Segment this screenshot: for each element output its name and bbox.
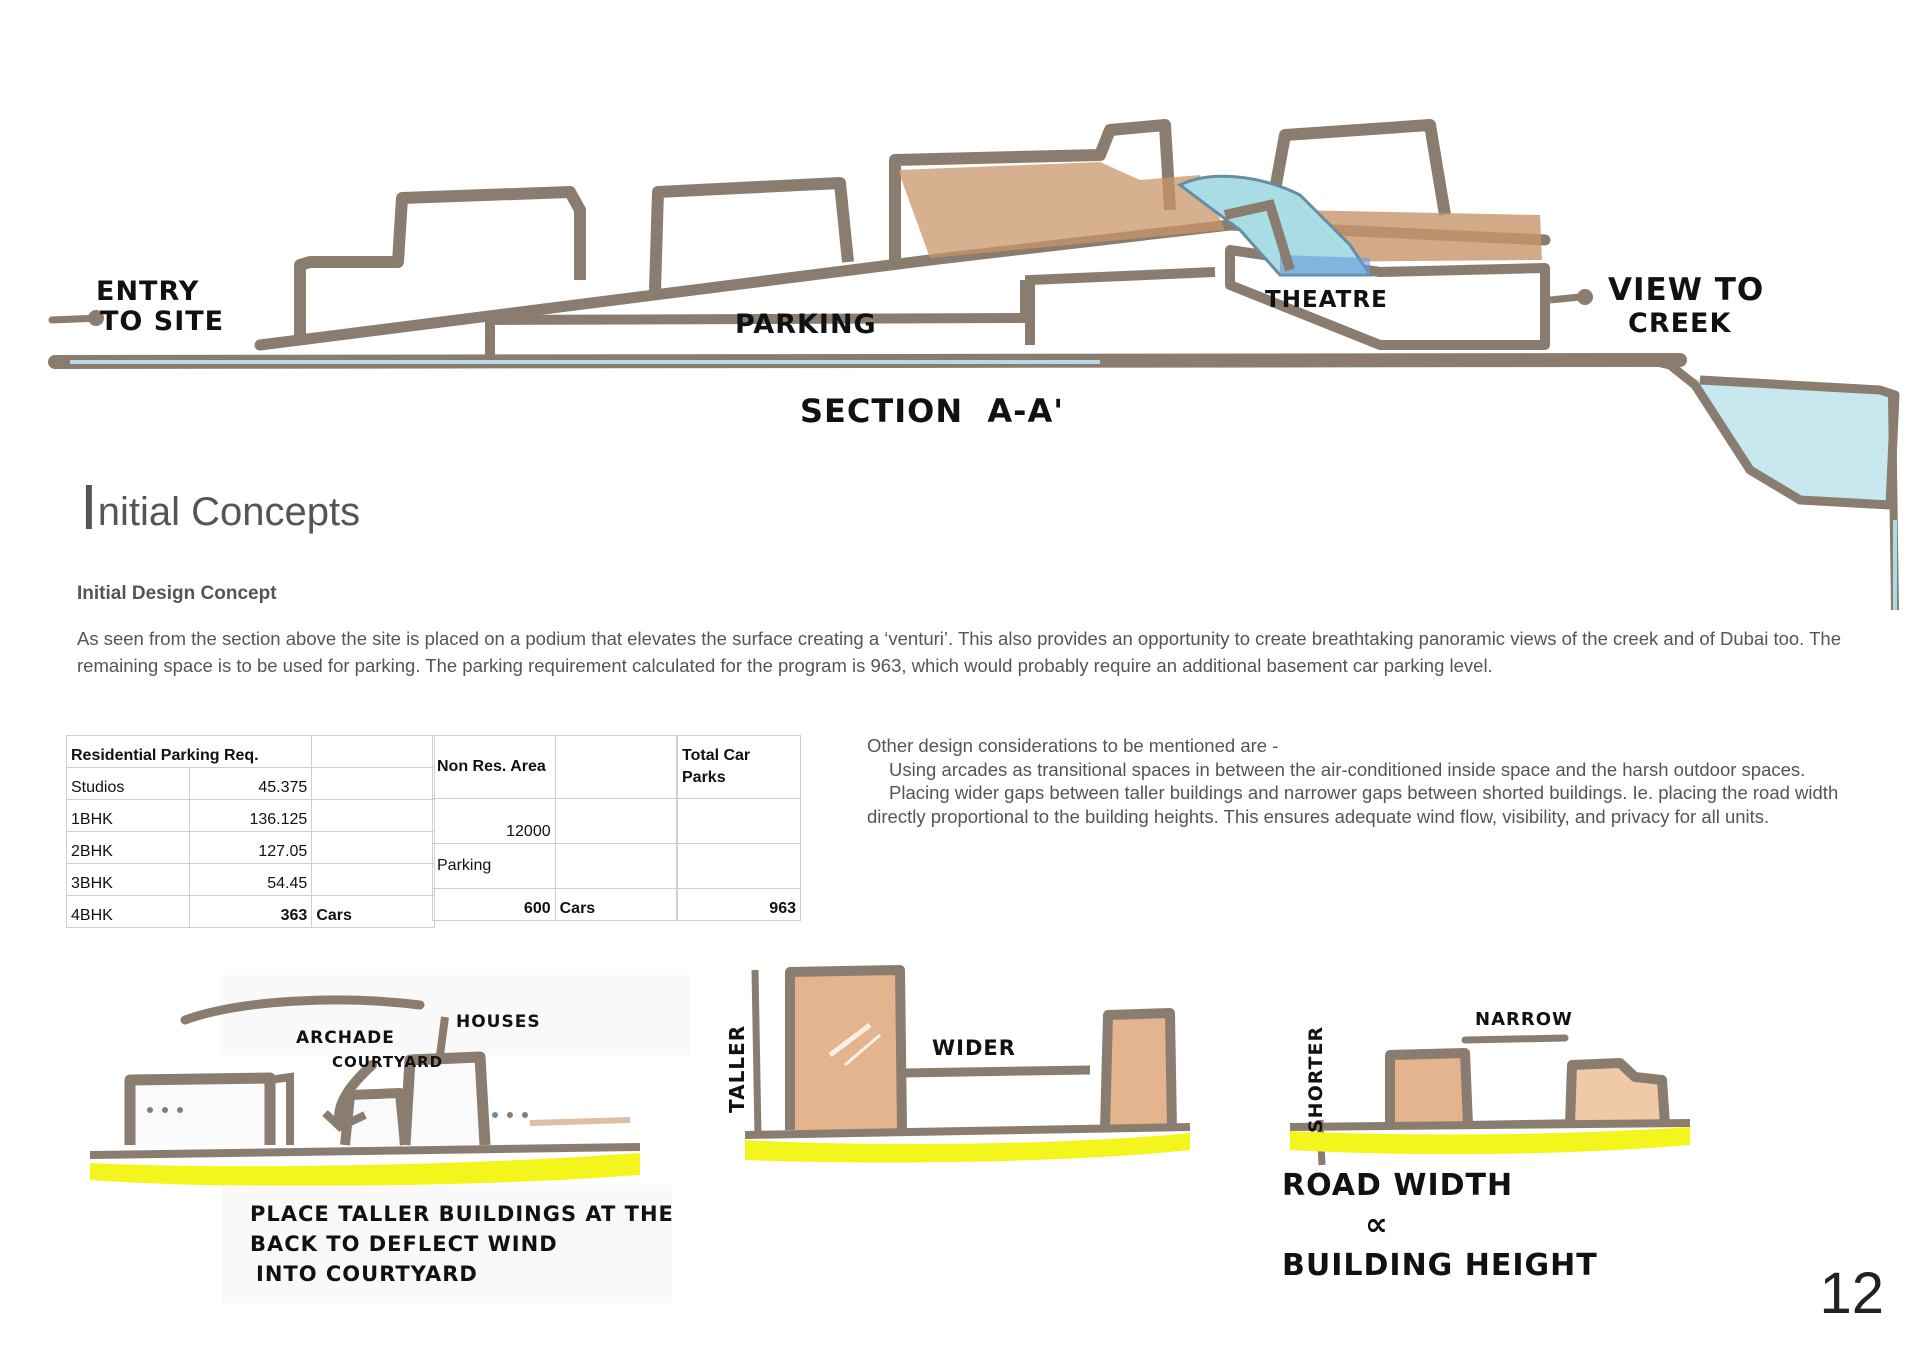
courtyard-sketch: [80, 975, 690, 1305]
considerations-intro: Other design considerations to be mentioned are -: [867, 735, 1279, 756]
total-parking-table: [677, 735, 801, 921]
nonres-cars-value: 600: [433, 889, 556, 921]
intro-paragraph: As seen from the section above the site is placed on a podium that elevates the surface creating a ‘venturi’. This also provides an opportunity to create breathtaking panoramic views of the creek and of Dubai too. The remaining space is to be used for parking. The parking requirement calculated for the program is 963, which would probably require an additional basement car parking level.: [77, 628, 1841, 676]
nonres-area-value: 12000: [433, 799, 556, 844]
nonres-cars-unit: Cars: [555, 889, 676, 921]
table-row: [67, 896, 435, 928]
entry-label-line2: TO SITE: [100, 306, 225, 337]
total-car-parks-value: 963: [678, 889, 801, 921]
row-unit: Cars: [312, 896, 435, 928]
row-label: 3BHK: [67, 864, 190, 896]
entry-label-line1: ENTRY: [96, 276, 200, 307]
shorter-narrow-sketch: [1270, 985, 1710, 1295]
row-value: 363: [189, 896, 312, 928]
row-value: 136.125: [189, 800, 312, 832]
residential-parking-table: [66, 735, 435, 928]
taller-label: TALLER: [725, 1024, 749, 1113]
total-table-header: Total Car Parks: [678, 736, 801, 799]
residential-table-header: Residential Parking Req.: [67, 736, 312, 768]
section-title: SECTION A-A': [800, 392, 1064, 430]
table-row: [67, 800, 435, 832]
table-row: [67, 832, 435, 864]
page-title-initial: I: [80, 471, 98, 543]
table-row: [67, 864, 435, 896]
narrow-label: NARROW: [1475, 1009, 1573, 1030]
page-title: [80, 470, 360, 544]
courtyard-label: COURTYARD: [332, 1053, 444, 1071]
courtyard-caption-line3: INTO COURTYARD: [256, 1262, 478, 1286]
row-label: Studios: [67, 768, 190, 800]
shorter-label: SHORTER: [1305, 1025, 1327, 1133]
nonres-parking-label: Parking: [433, 844, 556, 889]
courtyard-caption-line1: PLACE TALLER BUILDINGS AT THE: [250, 1202, 674, 1226]
road-width-caption-line3: BUILDING HEIGHT: [1282, 1248, 1598, 1283]
road-width-caption-line2: ∝: [1365, 1205, 1389, 1243]
road-width-caption-line1: ROAD WIDTH: [1282, 1168, 1514, 1203]
consideration-arcades: Using arcades as transitional spaces in between the air-conditioned inside space and the harsh outdoor spaces.: [889, 758, 1806, 780]
taller-wider-sketch: [720, 955, 1200, 1165]
view-label-line1: VIEW TO: [1608, 272, 1765, 308]
page-number: 12: [1819, 1261, 1884, 1326]
arcade-label: ARCHADE: [296, 1028, 395, 1048]
row-value: 54.45: [189, 864, 312, 896]
row-label: 2BHK: [67, 832, 190, 864]
row-value: 45.375: [189, 768, 312, 800]
houses-label: HOUSES: [456, 1012, 541, 1032]
nonres-parking-table: [432, 735, 677, 921]
design-considerations: [867, 734, 1867, 828]
table-row: [67, 768, 435, 800]
nonres-table-header: Non Res. Area: [433, 736, 556, 799]
parking-label: PARKING: [735, 309, 877, 340]
consideration-gaps: Placing wider gaps between taller buildings and narrower gaps between shorted buildings. Ie. placing the road width directly proportional to the building heights. This ensures adequate wind flow, visibility, and privacy for all units.: [867, 782, 1839, 827]
row-label: 1BHK: [67, 800, 190, 832]
section-subheading: Initial Design Concept: [77, 583, 277, 604]
view-label-line2: CREEK: [1628, 308, 1732, 339]
row-value: 127.05: [189, 832, 312, 864]
row-label: 4BHK: [67, 896, 190, 928]
theatre-label: THEATRE: [1265, 287, 1388, 313]
wider-label: WIDER: [932, 1036, 1016, 1060]
courtyard-caption-line2: BACK TO DEFLECT WIND: [250, 1232, 558, 1256]
page-title-rest: nitial Concepts: [97, 490, 361, 534]
